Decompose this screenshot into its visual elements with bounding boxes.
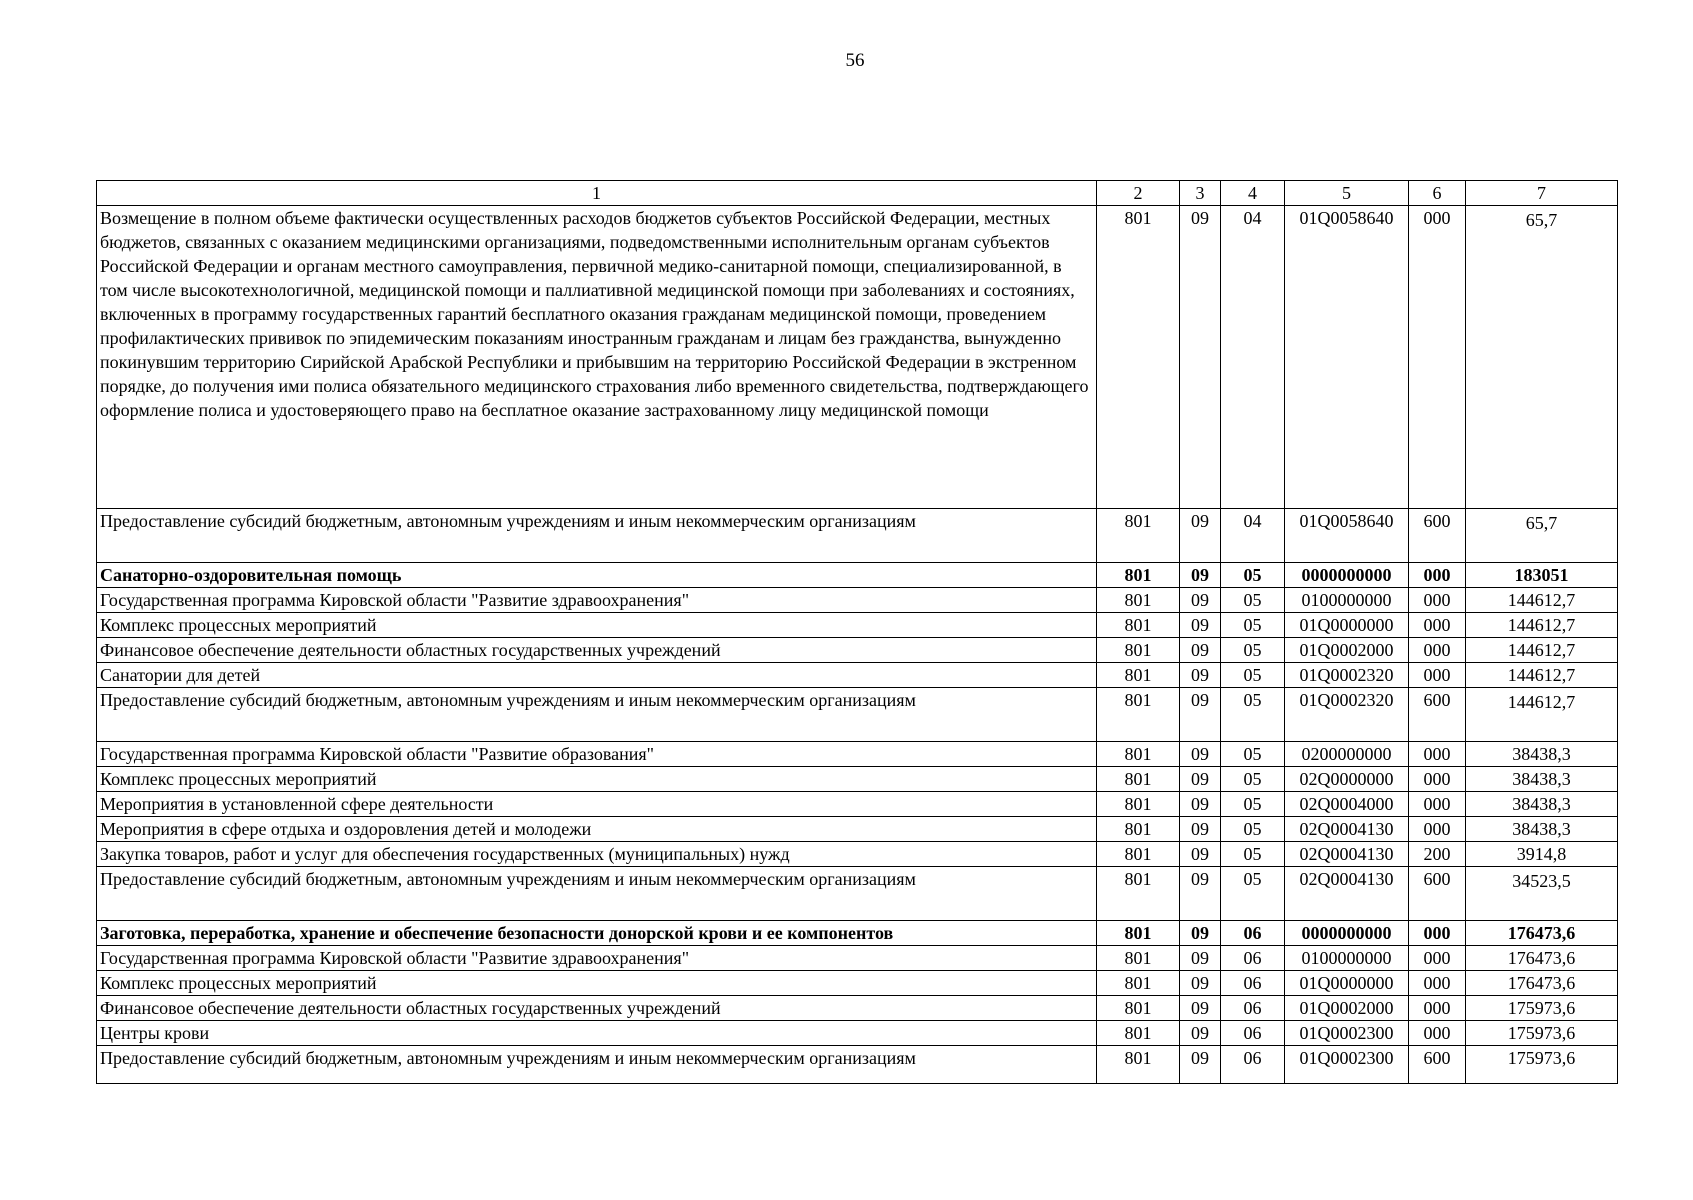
- row-section-code: 09: [1180, 921, 1221, 946]
- row-section-code: 09: [1180, 663, 1221, 688]
- row-ministry-code: 801: [1097, 588, 1180, 613]
- page-number: 56: [845, 50, 865, 71]
- row-section-code: 09: [1180, 563, 1221, 588]
- row-subsection-code: 06: [1221, 921, 1285, 946]
- row-expense-type: 000: [1409, 638, 1466, 663]
- table-row: [97, 1046, 1618, 1084]
- row-ministry-code: 801: [1097, 509, 1180, 563]
- row-amount: 175973,6: [1466, 996, 1618, 1021]
- table-row: [97, 638, 1618, 663]
- row-subsection-code: 05: [1221, 767, 1285, 792]
- table-row: [97, 688, 1618, 742]
- row-expense-type: 600: [1409, 688, 1466, 742]
- row-target-code: 01Q0058640: [1285, 509, 1409, 563]
- row-name: Санатории для детей: [97, 663, 1097, 688]
- row-section-code: 09: [1180, 842, 1221, 867]
- table-row: [97, 588, 1618, 613]
- table-row: [97, 921, 1618, 946]
- row-amount: 65,7: [1466, 206, 1618, 509]
- row-expense-type: 600: [1409, 867, 1466, 921]
- row-target-code: 01Q0002000: [1285, 996, 1409, 1021]
- row-expense-type: 000: [1409, 817, 1466, 842]
- table-row: [97, 946, 1618, 971]
- row-name: Предоставление субсидий бюджетным, автономным учреждениям и иным некоммерческим организациям: [97, 688, 1097, 742]
- table-row: [97, 792, 1618, 817]
- budget-table: [96, 180, 1618, 1084]
- row-subsection-code: 05: [1221, 688, 1285, 742]
- row-expense-type: 000: [1409, 996, 1466, 1021]
- row-name: Санаторно-оздоровительная помощь: [97, 563, 1097, 588]
- row-subsection-code: 05: [1221, 792, 1285, 817]
- row-name: Государственная программа Кировской области "Развитие образования": [97, 742, 1097, 767]
- table-row: [97, 663, 1618, 688]
- row-section-code: 09: [1180, 742, 1221, 767]
- row-expense-type: 600: [1409, 1046, 1466, 1084]
- col-header-1: 1: [97, 181, 1097, 206]
- row-target-code: 01Q0002320: [1285, 688, 1409, 742]
- row-name: Предоставление субсидий бюджетным, автономным учреждениям и иным некоммерческим организациям: [97, 1046, 1097, 1084]
- row-amount: 176473,6: [1466, 946, 1618, 971]
- row-expense-type: 000: [1409, 1021, 1466, 1046]
- row-target-code: 01Q0002300: [1285, 1046, 1409, 1084]
- row-amount: 38438,3: [1466, 792, 1618, 817]
- row-amount: 176473,6: [1466, 921, 1618, 946]
- row-subsection-code: 05: [1221, 563, 1285, 588]
- row-amount: 175973,6: [1466, 1021, 1618, 1046]
- row-section-code: 09: [1180, 817, 1221, 842]
- row-subsection-code: 05: [1221, 842, 1285, 867]
- row-name: Центры крови: [97, 1021, 1097, 1046]
- row-ministry-code: 801: [1097, 663, 1180, 688]
- row-subsection-code: 04: [1221, 509, 1285, 563]
- row-target-code: 02Q0004000: [1285, 792, 1409, 817]
- row-ministry-code: 801: [1097, 817, 1180, 842]
- row-section-code: 09: [1180, 613, 1221, 638]
- row-expense-type: 000: [1409, 563, 1466, 588]
- row-subsection-code: 06: [1221, 996, 1285, 1021]
- row-name: Государственная программа Кировской области "Развитие здравоохранения": [97, 588, 1097, 613]
- row-subsection-code: 05: [1221, 663, 1285, 688]
- row-ministry-code: 801: [1097, 563, 1180, 588]
- row-target-code: 01Q0058640: [1285, 206, 1409, 509]
- row-section-code: 09: [1180, 946, 1221, 971]
- row-name: Комплекс процессных мероприятий: [97, 971, 1097, 996]
- row-amount: 3914,8: [1466, 842, 1618, 867]
- row-expense-type: 200: [1409, 842, 1466, 867]
- header-row: [97, 181, 1618, 206]
- table-row: [97, 613, 1618, 638]
- row-name: Возмещение в полном объеме фактически осуществленных расходов бюджетов субъектов Российской Федерации, местных бюджетов, связанных с оказанием медицинскими организациями, подведомственными исполнительным органам субъектов Российской Федерации и органам местного самоуправления, первичной медико-санитарной помощи, специализированной, в том числе высокотехнологичной, медицинской помощи и паллиативной медицинской помощи при заболеваниях и состояниях, включенных в программу государственных гарантий бесплатного оказания гражданам медицинской помощи, проведением профилактических прививок по эпидемическим показаниям иностранным гражданам и лицам без гражданства, вынужденно покинувшим территорию Сирийской Арабской Республики и прибывшим на территорию Российской Федерации в экстренном порядке, до получения ими полиса обязательного медицинского страхования либо временного свидетельства, подтверждающего оформление полиса и удостоверяющего право на бесплатное оказание застрахованному лицу медицинской помощи: [97, 206, 1097, 509]
- row-target-code: 0000000000: [1285, 921, 1409, 946]
- row-section-code: 09: [1180, 996, 1221, 1021]
- row-expense-type: 000: [1409, 792, 1466, 817]
- row-name: Финансовое обеспечение деятельности областных государственных учреждений: [97, 638, 1097, 663]
- row-subsection-code: 05: [1221, 638, 1285, 663]
- col-header-3: 3: [1180, 181, 1221, 206]
- row-name: Государственная программа Кировской области "Развитие здравоохранения": [97, 946, 1097, 971]
- row-expense-type: 000: [1409, 206, 1466, 509]
- table-row: [97, 842, 1618, 867]
- row-name: Предоставление субсидий бюджетным, автономным учреждениям и иным некоммерческим организациям: [97, 867, 1097, 921]
- row-name: Мероприятия в сфере отдыха и оздоровления детей и молодежи: [97, 817, 1097, 842]
- row-amount: 144612,7: [1466, 663, 1618, 688]
- row-subsection-code: 05: [1221, 613, 1285, 638]
- row-subsection-code: 06: [1221, 1021, 1285, 1046]
- table-row: [97, 563, 1618, 588]
- row-amount: 65,7: [1466, 509, 1618, 563]
- row-ministry-code: 801: [1097, 996, 1180, 1021]
- row-amount: 38438,3: [1466, 742, 1618, 767]
- row-section-code: 09: [1180, 638, 1221, 663]
- row-subsection-code: 06: [1221, 971, 1285, 996]
- row-subsection-code: 05: [1221, 588, 1285, 613]
- row-subsection-code: 06: [1221, 1046, 1285, 1084]
- row-amount: 38438,3: [1466, 767, 1618, 792]
- row-name: Предоставление субсидий бюджетным, автономным учреждениям и иным некоммерческим организациям: [97, 509, 1097, 563]
- row-amount: 175973,6: [1466, 1046, 1618, 1084]
- col-header-5: 5: [1285, 181, 1409, 206]
- row-section-code: 09: [1180, 867, 1221, 921]
- table-row: [97, 971, 1618, 996]
- row-target-code: 0100000000: [1285, 588, 1409, 613]
- row-subsection-code: 06: [1221, 946, 1285, 971]
- row-ministry-code: 801: [1097, 613, 1180, 638]
- table-row: [97, 867, 1618, 921]
- row-name: Комплекс процессных мероприятий: [97, 767, 1097, 792]
- row-expense-type: 600: [1409, 509, 1466, 563]
- col-header-7: 7: [1466, 181, 1618, 206]
- row-amount: 34523,5: [1466, 867, 1618, 921]
- row-amount: 144612,7: [1466, 588, 1618, 613]
- row-ministry-code: 801: [1097, 971, 1180, 996]
- table-row: [97, 1021, 1618, 1046]
- row-expense-type: 000: [1409, 742, 1466, 767]
- row-target-code: 0000000000: [1285, 563, 1409, 588]
- row-section-code: 09: [1180, 792, 1221, 817]
- row-ministry-code: 801: [1097, 742, 1180, 767]
- row-target-code: 01Q0000000: [1285, 971, 1409, 996]
- row-target-code: 01Q0002000: [1285, 638, 1409, 663]
- row-name: Финансовое обеспечение деятельности областных государственных учреждений: [97, 996, 1097, 1021]
- row-section-code: 09: [1180, 688, 1221, 742]
- row-ministry-code: 801: [1097, 792, 1180, 817]
- row-target-code: 0100000000: [1285, 946, 1409, 971]
- row-subsection-code: 05: [1221, 742, 1285, 767]
- row-amount: 144612,7: [1466, 613, 1618, 638]
- table-row: [97, 509, 1618, 563]
- table-row: [97, 742, 1618, 767]
- col-header-2: 2: [1097, 181, 1180, 206]
- row-name: Заготовка, переработка, хранение и обеспечение безопасности донорской крови и ее компонентов: [97, 921, 1097, 946]
- row-section-code: 09: [1180, 1046, 1221, 1084]
- row-expense-type: 000: [1409, 946, 1466, 971]
- row-ministry-code: 801: [1097, 1046, 1180, 1084]
- table-row: [97, 996, 1618, 1021]
- row-subsection-code: 04: [1221, 206, 1285, 509]
- row-section-code: 09: [1180, 971, 1221, 996]
- row-name: Закупка товаров, работ и услуг для обеспечения государственных (муниципальных) нужд: [97, 842, 1097, 867]
- row-section-code: 09: [1180, 509, 1221, 563]
- row-name: Комплекс процессных мероприятий: [97, 613, 1097, 638]
- row-target-code: 0200000000: [1285, 742, 1409, 767]
- row-section-code: 09: [1180, 767, 1221, 792]
- row-ministry-code: 801: [1097, 638, 1180, 663]
- row-expense-type: 000: [1409, 971, 1466, 996]
- row-target-code: 02Q0004130: [1285, 842, 1409, 867]
- row-amount: 183051: [1466, 563, 1618, 588]
- row-target-code: 02Q0004130: [1285, 817, 1409, 842]
- row-ministry-code: 801: [1097, 867, 1180, 921]
- row-target-code: 01Q0002320: [1285, 663, 1409, 688]
- row-ministry-code: 801: [1097, 921, 1180, 946]
- row-expense-type: 000: [1409, 663, 1466, 688]
- col-header-4: 4: [1221, 181, 1285, 206]
- row-amount: 144612,7: [1466, 638, 1618, 663]
- row-ministry-code: 801: [1097, 688, 1180, 742]
- row-amount: 176473,6: [1466, 971, 1618, 996]
- row-ministry-code: 801: [1097, 767, 1180, 792]
- row-section-code: 09: [1180, 206, 1221, 509]
- table-row: [97, 767, 1618, 792]
- row-ministry-code: 801: [1097, 206, 1180, 509]
- row-ministry-code: 801: [1097, 946, 1180, 971]
- col-header-6: 6: [1409, 181, 1466, 206]
- row-subsection-code: 05: [1221, 817, 1285, 842]
- row-target-code: 02Q0004130: [1285, 867, 1409, 921]
- row-target-code: 01Q0002300: [1285, 1021, 1409, 1046]
- row-section-code: 09: [1180, 588, 1221, 613]
- row-expense-type: 000: [1409, 921, 1466, 946]
- row-name: Мероприятия в установленной сфере деятельности: [97, 792, 1097, 817]
- row-amount: 38438,3: [1466, 817, 1618, 842]
- row-expense-type: 000: [1409, 767, 1466, 792]
- table-row: [97, 817, 1618, 842]
- row-ministry-code: 801: [1097, 1021, 1180, 1046]
- row-target-code: 01Q0000000: [1285, 613, 1409, 638]
- row-section-code: 09: [1180, 1021, 1221, 1046]
- row-expense-type: 000: [1409, 588, 1466, 613]
- row-subsection-code: 05: [1221, 867, 1285, 921]
- row-target-code: 02Q0000000: [1285, 767, 1409, 792]
- table-row: [97, 206, 1618, 509]
- row-amount: 144612,7: [1466, 688, 1618, 742]
- row-ministry-code: 801: [1097, 842, 1180, 867]
- row-expense-type: 000: [1409, 613, 1466, 638]
